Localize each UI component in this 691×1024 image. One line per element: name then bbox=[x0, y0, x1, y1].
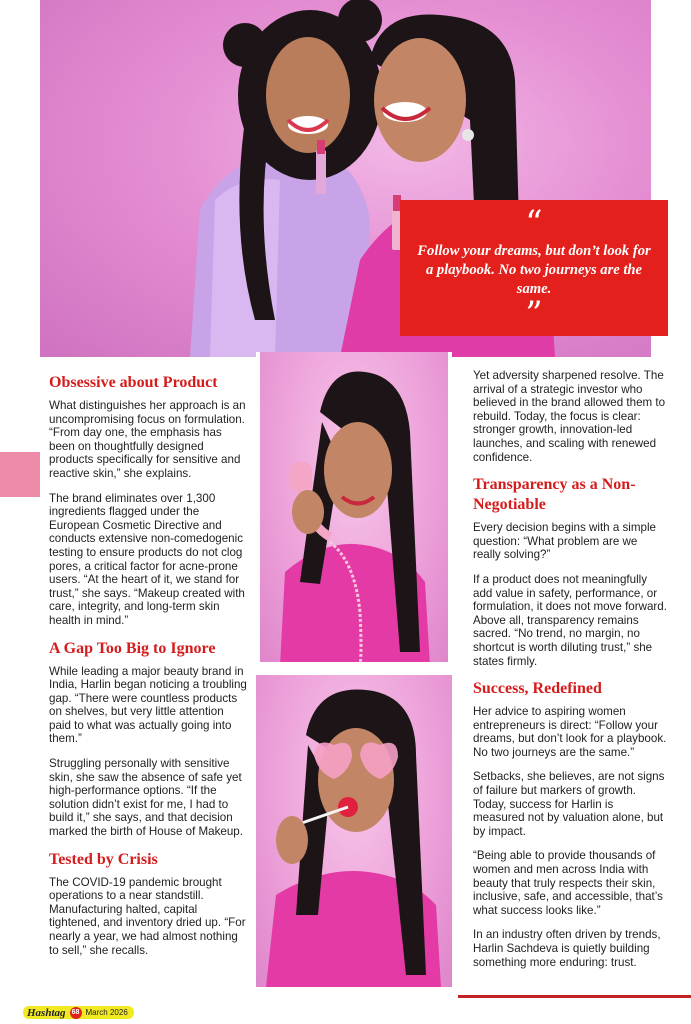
paragraph: The COVID-19 pandemic brought operations to a near standstill. Manufacturing halted, capital tightened, and inventory dried up. “For nearly a year, we had almost nothing to sell,” she recalls. bbox=[49, 875, 246, 957]
section-heading: Tested by Crisis bbox=[49, 850, 158, 868]
paragraph: The brand eliminates over 1,300 ingredients flagged under the European Cosmetic Directive and conducts extensive non-comedogenic testing to ensure products do not clog pores, a critical factor for acne-prone users. “At the heart of it, we stand for trust,” she says. “Makeup created with care, integrity, and long-term skin health in mind.” bbox=[49, 491, 245, 627]
section-heading: Success, Redefined bbox=[473, 680, 602, 698]
paragraph: Every decision begins with a simple question: “What problem are we really solving?” bbox=[473, 521, 657, 562]
magazine-logo: Hashtag bbox=[27, 1006, 66, 1019]
paragraph: Struggling personally with sensitive skin, she saw the absence of safe yet high-performance options. “If the solution didn’t exist for me, I had to build it,” she says, and that decision marked the birth of House of Makeup. bbox=[49, 757, 243, 839]
paragraph: In an industry often driven by trends, Harlin Sachdeva is quietly building something more enduring: trust. bbox=[473, 928, 661, 969]
photo-heart-glasses bbox=[256, 675, 452, 987]
page-footer bbox=[23, 1006, 134, 1019]
paragraph: Yet adversity sharpened resolve. The arrival of a strategic investor who believed in the brand allowed them to rebuild. Today, the focus is clear: stronger growth, innovation-led launches, and scaling with renewed confidence. bbox=[473, 369, 666, 464]
close-quote-icon: ” bbox=[525, 293, 543, 334]
left-column bbox=[49, 373, 247, 968]
right-column bbox=[473, 369, 668, 980]
pull-quote bbox=[400, 200, 668, 336]
issue-date: March 2026 bbox=[85, 1008, 128, 1017]
section-heading: A Gap Too Big to Ignore bbox=[49, 639, 216, 657]
paragraph: Her advice to aspiring women entrepreneurs is direct: “Follow your dreams, but don’t look for a playbook. No two journeys are the same.” bbox=[473, 705, 667, 759]
section-heading: Transparency as a Non-Negotiable bbox=[473, 476, 636, 514]
page-number: 68 bbox=[70, 1007, 82, 1019]
paragraph: What distinguishes her approach is an uncompromising focus on formulation. “From day one, the emphasis has been on thoughtfully designed products specifically for sensitive and reactive skin,” she explains. bbox=[49, 399, 246, 480]
photo-telephone bbox=[256, 352, 452, 666]
paragraph: “Being able to provide thousands of women and men across India with beauty that truly respects their skin, inclusive, safe, and accessible, that’s what success looks like.” bbox=[473, 849, 663, 917]
pull-quote-text: Follow your dreams, but don’t look for a playbook. No two journeys are the same. bbox=[417, 242, 651, 297]
section-heading: Obsessive about Product bbox=[49, 374, 218, 391]
paragraph: If a product does not meaningfully add value in safety, performance, or formulation, it does not move forward. Above all, transparency remains sacred. “No trend, no margin, no shortcut is worth diluting trust,” she states firmly. bbox=[473, 572, 667, 668]
side-accent-bar bbox=[0, 452, 40, 497]
open-quote-icon: “ bbox=[525, 202, 543, 243]
paragraph: While leading a major beauty brand in India, Harlin began noticing a troubling gap. “There were countless products on shelves, but very little attention paid to what was actually going into them.” bbox=[49, 664, 247, 746]
footer-rule bbox=[458, 995, 691, 998]
paragraph: Setbacks, she believes, are not signs of failure but markers of growth. Today, success for Harlin is measured not by valuation alone, but by impact. bbox=[473, 770, 665, 838]
